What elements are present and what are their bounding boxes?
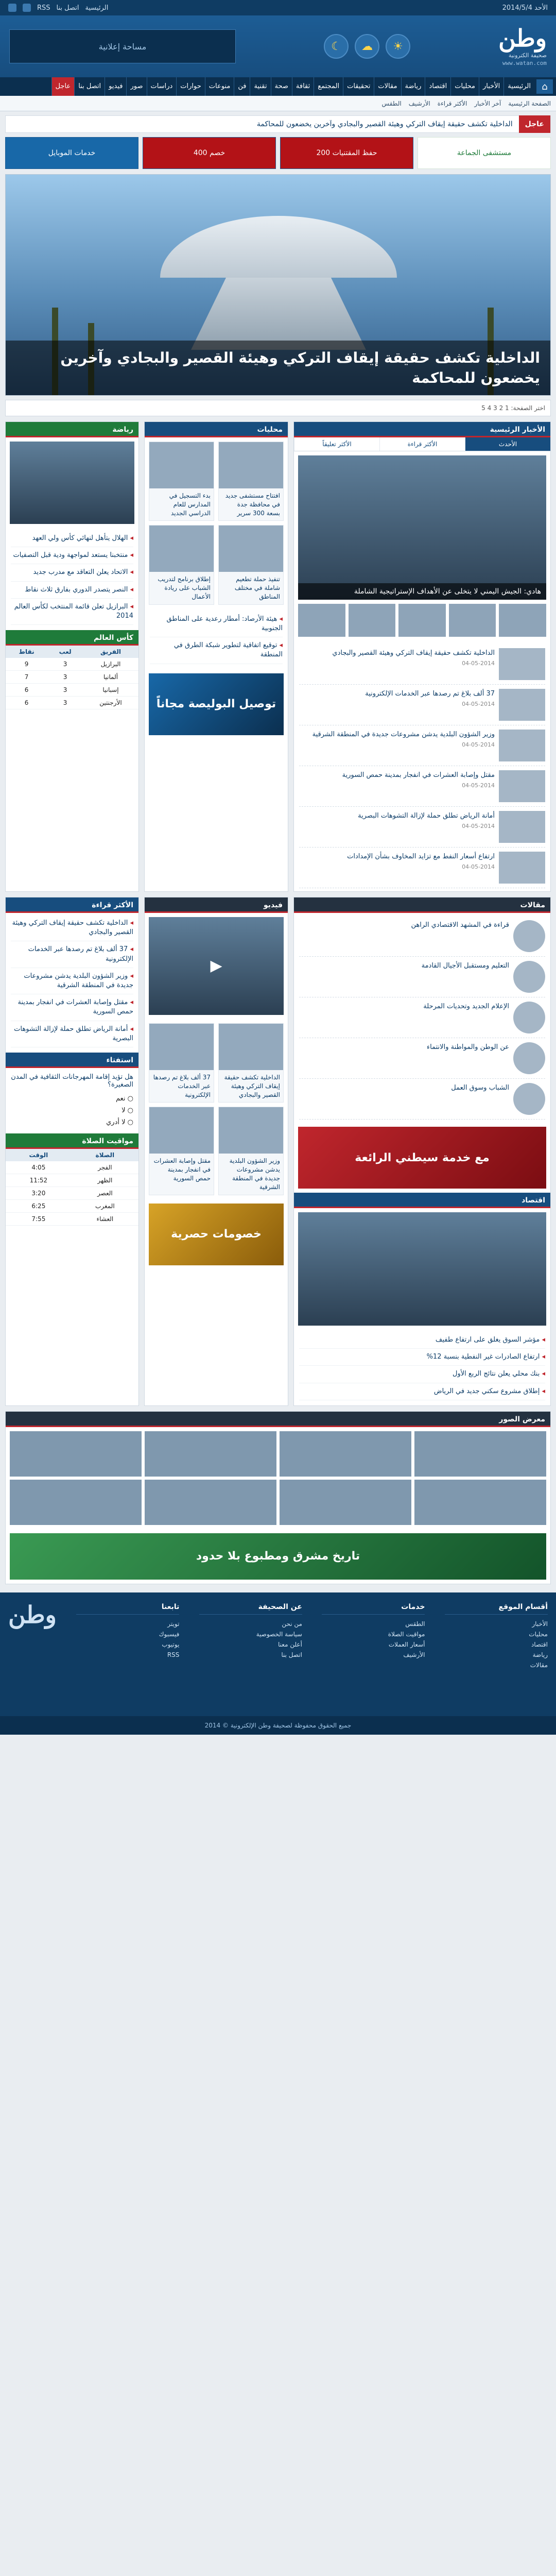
table-cell: 3 (47, 697, 83, 709)
logo-text: وطن (498, 24, 547, 52)
footer-link[interactable]: مواقيت الصلاة (388, 1630, 425, 1638)
promo-banner[interactable]: تاريخ مشرق ومطبوع بلا حدود (10, 1533, 546, 1580)
thumb-strip (294, 604, 550, 641)
weather-widget (324, 34, 410, 59)
list-item[interactable]: ◂ 37 ألف بلاغ تم رصدها عبر الخدمات الإلكترونية (11, 941, 133, 968)
grid-image (219, 526, 283, 572)
section-header: استفتاء (6, 1053, 138, 1068)
table-cell: 4:05 (6, 1161, 72, 1174)
top-link-rss[interactable]: RSS (37, 4, 50, 12)
twitter-icon[interactable] (23, 4, 31, 12)
sub-nav (0, 96, 556, 111)
news-date: 04-05-2014 (462, 863, 495, 870)
video-thumb (149, 1107, 214, 1154)
list-item[interactable] (299, 685, 545, 725)
list-item[interactable] (299, 957, 545, 997)
sport-image[interactable] (10, 442, 134, 524)
news-thumb (499, 852, 545, 884)
ticker-label: عاجل (519, 115, 550, 133)
section-header: اقتصاد (294, 1193, 550, 1208)
home-icon[interactable]: ⌂ (536, 79, 553, 94)
table-cell: 3 (47, 684, 83, 697)
grid-item[interactable] (149, 525, 214, 604)
featured-image[interactable] (298, 455, 546, 600)
grid-image (149, 526, 214, 572)
poll-option[interactable] (11, 1093, 133, 1105)
nav-item[interactable]: اتصل بنا (74, 77, 105, 96)
list-item[interactable]: ◂ إطلاق مشروع سكني جديد في الرياض (299, 1383, 545, 1400)
table-row (6, 1199, 138, 1212)
video-box (144, 897, 288, 1406)
photo-gallery (6, 1427, 550, 1529)
list-item[interactable]: ◂ منتخبنا يستعد لمواجهة ودية قبل التصفيات (11, 547, 133, 564)
table-header: لعب (47, 646, 83, 658)
nav-item[interactable]: رياضة (401, 77, 425, 96)
hero-photo-building (191, 278, 366, 350)
ad-banner[interactable]: مستشفى الجماعة (418, 137, 551, 169)
sidebar-box (5, 897, 139, 1406)
news-thumb (499, 770, 545, 802)
list-item[interactable] (299, 997, 545, 1038)
table-cell: 9 (6, 658, 47, 671)
hero-photo (160, 216, 397, 278)
section-header: فيديو (145, 897, 288, 913)
grid-item[interactable] (149, 1023, 214, 1103)
footer-link[interactable]: اقتصاد (531, 1640, 548, 1648)
footer-col (445, 1603, 548, 1706)
ticker-text[interactable]: الداخلية تكشف حقيقة إيقاف التركي وهيئة القصير والبجادي وآخرين يخضعون للمحاكمة (256, 120, 513, 128)
footer-col-title: تابعنا (76, 1603, 179, 1615)
ad-banner[interactable]: خدمات الموبايل (5, 137, 138, 169)
news-title: مقتل وإصابة العشرات في انفجار بمدينة حمص السورية (342, 771, 495, 779)
list-item[interactable]: ◂ الداخلية تكشف حقيقة إيقاف التركي وهيئة القصير والبجادي (11, 915, 133, 941)
news-thumb (499, 648, 545, 680)
content-block-1 (5, 421, 551, 892)
radio-icon[interactable]: ○ (125, 1094, 133, 1103)
logo-url: www.watan.com (502, 60, 547, 66)
section-header: كأس العالم (6, 630, 138, 646)
main-nav (0, 77, 556, 96)
section-header: مقالات (294, 897, 550, 913)
video-thumb (149, 1024, 214, 1070)
poll-option-label: لا (121, 1106, 126, 1114)
top-bar (0, 0, 556, 15)
promo-banner[interactable]: توصيل البوليصة مجاناً (149, 673, 284, 735)
footer-col-title: أقسام الموقع (445, 1603, 548, 1615)
logo-text: وطن (8, 1600, 57, 1629)
list-item[interactable]: ◂ أمانة الرياض تطلق حملة لإزالة التشوهات البصرية (11, 1021, 133, 1047)
play-icon[interactable]: ▶ (210, 957, 222, 975)
table-header: الفريق (83, 646, 138, 658)
moon-icon: ☾ (324, 34, 349, 59)
thumb-image[interactable] (398, 604, 446, 637)
footer-col (199, 1603, 302, 1706)
news-title: وزير الشؤون البلدية يدشن مشروعات جديدة في المنطقة الشرقية (312, 731, 495, 738)
thumb-image[interactable] (298, 604, 345, 637)
grid-title: افتتاح مستشفى جديد في محافظة جدة بسعة 300 سرير (225, 492, 280, 517)
table-cell: 6:25 (6, 1199, 72, 1212)
video-player[interactable] (149, 917, 284, 1015)
grid-image (149, 442, 214, 488)
site-logo[interactable] (498, 26, 547, 66)
list-item[interactable]: ◂ الاتحاد يعلن التعاقد مع مدرب جديد (11, 564, 133, 581)
section-header: مواقيت الصلاة (6, 1133, 138, 1149)
masthead (0, 15, 556, 77)
footer-link[interactable]: أسعار العملات (388, 1640, 425, 1648)
gallery-image[interactable] (145, 1431, 276, 1477)
list-item[interactable] (299, 1079, 545, 1120)
subnav-item[interactable]: الطقس (381, 99, 402, 107)
content-block-2 (5, 897, 551, 1406)
avatar (513, 961, 545, 993)
poll-question: هل تؤيد إقامة المهرجانات الثقافية في المدن الصغيرة؟ (11, 1073, 133, 1089)
local-grid (145, 437, 288, 609)
sport-box (5, 421, 139, 892)
nav-item[interactable]: صحة (271, 77, 292, 96)
top-link-contact[interactable]: اتصل بنا (56, 4, 79, 12)
footer-link[interactable]: RSS (167, 1651, 180, 1658)
table-cell: العصر (72, 1187, 138, 1199)
main-news-box (293, 421, 551, 892)
cloud-icon: ☁ (355, 34, 379, 59)
nav-item[interactable]: تحقيقات (343, 77, 374, 96)
subnav-item[interactable]: الأرشيف (408, 99, 430, 107)
promo-banner[interactable]: خصومات حصرية (149, 1204, 284, 1265)
avatar (513, 1042, 545, 1074)
gallery-image[interactable] (10, 1431, 142, 1477)
table-cell: 7:55 (6, 1212, 72, 1225)
footer (0, 1592, 556, 1716)
date-text: الأحد 2014/5/4 (502, 4, 548, 12)
copyright: جميع الحقوق محفوظة لصحيفة وطن الإلكترونية © 2014 (0, 1716, 556, 1735)
news-thumb (499, 689, 545, 721)
footer-link[interactable]: الأخبار (532, 1620, 548, 1628)
sport-list (6, 528, 138, 630)
grid-title: تنفيذ حملة تطعيم شاملة في مختلف المناطق (234, 575, 280, 600)
pagination-strip[interactable]: اختر الصفحة: 1 2 3 4 5 (5, 400, 551, 416)
nav-item[interactable]: المجتمع (314, 77, 343, 96)
ad-banner[interactable]: حفظ المقتنيات 200 (280, 137, 413, 169)
footer-link[interactable]: تويتر (167, 1620, 180, 1628)
table-cell: الظهر (72, 1174, 138, 1187)
most-read-list (6, 913, 138, 1053)
subnav-item[interactable]: الأكثر قراءة (437, 99, 467, 107)
section-header: الأخبار الرئيسية (294, 422, 550, 437)
promo-banner[interactable]: مع خدمة سيطني الرائعة (298, 1127, 546, 1189)
featured-caption: هادي: الجيش اليمني لا يتخلى عن الأهداف الإستراتيجية الشاملة (298, 583, 546, 600)
poll-option-label: نعم (115, 1094, 126, 1103)
footer-link[interactable]: الأرشيف (403, 1651, 425, 1658)
news-date: 04-05-2014 (462, 700, 495, 707)
list-item[interactable]: ◂ ارتفاع الصادرات غير النفطية بنسبة 12% (299, 1349, 545, 1366)
top-ads (5, 137, 551, 169)
content-block-3 (5, 1411, 551, 1584)
gallery-image[interactable] (280, 1480, 411, 1525)
news-title: 37 ألف بلاغ تم رصدها عبر الخدمات الإلكترونية (365, 690, 495, 698)
list-item[interactable] (299, 766, 545, 807)
article-title: الشباب وسوق العمل (451, 1084, 509, 1092)
table-cell: 3 (47, 658, 83, 671)
radio-icon[interactable]: ○ (125, 1106, 133, 1114)
nav-item[interactable]: ثقافة (292, 77, 314, 96)
nav-item[interactable]: دراسات (147, 77, 177, 96)
list-item[interactable] (299, 916, 545, 957)
table-row (6, 658, 138, 671)
news-thumb (499, 730, 545, 761)
video-thumb (219, 1107, 283, 1154)
list-item[interactable]: ◂ الهلال يتأهل لنهائي كأس ولي العهد (11, 530, 133, 547)
nav-item[interactable]: تقنية (250, 77, 270, 96)
avatar (513, 920, 545, 952)
hero-caption[interactable]: الداخلية تكشف حقيقة إيقاف التركي وهيئة القصير والبجادي وآخرين يخضعون للمحاكمة (6, 341, 550, 395)
table-cell: 3:20 (6, 1187, 72, 1199)
footer-link[interactable]: محليات (529, 1630, 548, 1638)
economy-list (294, 1330, 550, 1405)
grid-item[interactable] (218, 1023, 284, 1103)
subnav-item[interactable]: آخر الأخبار (474, 99, 501, 107)
nav-item[interactable]: فيديو (105, 77, 126, 96)
section-header: الأكثر قراءة (6, 897, 138, 913)
list-item[interactable] (299, 848, 545, 888)
table-cell: العشاء (72, 1212, 138, 1225)
gallery-image[interactable] (280, 1431, 411, 1477)
gallery-image[interactable] (414, 1431, 546, 1477)
video-grid (145, 1019, 288, 1199)
footer-link[interactable]: أعلن معنا (278, 1640, 302, 1648)
nav-item[interactable]: الأخبار (479, 77, 503, 96)
grid-item[interactable] (149, 442, 214, 521)
grid-title: إطلاق برنامج لتدريب الشباب على ريادة الأعمال (158, 575, 211, 600)
table-row (6, 671, 138, 684)
list-item[interactable]: ◂ مؤشر السوق يغلق على ارتفاع طفيف (299, 1332, 545, 1349)
gallery-image[interactable] (145, 1480, 276, 1525)
news-date: 04-05-2014 (462, 741, 495, 748)
footer-link[interactable]: يوتيوب (162, 1640, 180, 1648)
list-item[interactable]: ◂ بنك محلي يعلن نتائج الربع الأول (299, 1366, 545, 1383)
grid-item[interactable] (218, 525, 284, 604)
list-item[interactable]: ◂ توقيع اتفاقية لتطوير شبكة الطرق في المنطقة (150, 637, 283, 664)
facebook-icon[interactable] (8, 4, 16, 12)
table-row (6, 1174, 138, 1187)
opinion-box (293, 897, 551, 1406)
thumb-image[interactable] (449, 604, 496, 637)
list-item[interactable]: ◂ البرازيل تعلن قائمة المنتخب لكأس العالم 2014 (11, 599, 133, 625)
footer-col-title: عن الصحيفة (199, 1603, 302, 1615)
table-header: الوقت (6, 1149, 72, 1161)
table-cell: 6 (6, 697, 47, 709)
news-list (294, 641, 550, 891)
breaking-ticker (5, 115, 551, 133)
footer-col (322, 1603, 425, 1706)
article-title: عن الوطن والمواطنة والانتماء (427, 1043, 509, 1051)
nav-item[interactable]: صور (126, 77, 146, 96)
table-row (6, 1212, 138, 1225)
opinion-list (294, 913, 550, 1123)
list-item[interactable] (299, 644, 545, 685)
tab-most-commented[interactable]: الأكثر تعليقاً (294, 437, 379, 451)
table-cell: ألمانيا (83, 671, 138, 684)
footer-link[interactable]: فيسبوك (159, 1630, 180, 1638)
grid-title: وزير الشؤون البلدية يدشن مشروعات جديدة في المنطقة الشرقية (229, 1157, 280, 1191)
video-thumb (219, 1024, 283, 1070)
nav-item[interactable]: فن (234, 77, 250, 96)
thumb-image[interactable] (499, 604, 546, 637)
table-header: نقاط (6, 646, 47, 658)
table-cell: الأرجنتين (83, 697, 138, 709)
footer-col (76, 1603, 179, 1706)
article-title: الإعلام الجديد وتحديات المرحلة (423, 1003, 509, 1010)
top-link-home[interactable]: الرئيسية (85, 4, 109, 12)
tab-most-read[interactable]: الأكثر قراءة (379, 437, 465, 451)
article-title: التعليم ومستقبل الأجيال القادمة (421, 962, 509, 970)
news-date: 04-05-2014 (462, 822, 495, 829)
nav-item[interactable]: مقالات (374, 77, 401, 96)
nav-item[interactable]: حوارات (176, 77, 205, 96)
table-row (6, 1161, 138, 1174)
news-title: ارتفاع أسعار النفط مع تزايد المخاوف بشأن الإمدادات (347, 853, 495, 860)
list-item[interactable]: ◂ وزير الشؤون البلدية يدشن مشروعات جديدة في المنطقة الشرقية (11, 968, 133, 994)
footer-link[interactable]: من نحن (282, 1620, 302, 1628)
table-cell: المغرب (72, 1199, 138, 1212)
list-item[interactable]: ◂ النصر يتصدر الدوري بفارق ثلاث نقاط (11, 582, 133, 599)
table-cell: الفجر (72, 1161, 138, 1174)
table-cell: 11:52 (6, 1174, 72, 1187)
table-row (6, 697, 138, 709)
table-cell: البرازيل (83, 658, 138, 671)
local-list (145, 609, 288, 669)
nav-item-breaking[interactable]: عاجل (51, 77, 75, 96)
gallery-image[interactable] (414, 1480, 546, 1525)
prayer-times-table (6, 1149, 138, 1226)
world-cup-table (6, 646, 138, 709)
table-cell: 7 (6, 671, 47, 684)
news-thumb (499, 811, 545, 843)
nav-item[interactable]: محليات (450, 77, 479, 96)
avatar (513, 1002, 545, 1033)
poll-option[interactable] (11, 1105, 133, 1116)
grid-title: بدء التسجيل في المدارس للعام الدراسي الجديد (169, 492, 211, 517)
thumb-image[interactable] (349, 604, 396, 637)
footer-logo[interactable] (8, 1600, 57, 1706)
logo-tagline: صحيفة الكترونية (508, 52, 547, 59)
table-cell: 3 (47, 671, 83, 684)
section-header: معرض الصور (6, 1412, 550, 1427)
news-title: الداخلية تكشف حقيقة إيقاف التركي وهيئة القصير والبجادي (332, 649, 495, 657)
section-header: محليات (145, 422, 288, 437)
list-item[interactable] (299, 807, 545, 848)
table-row (6, 684, 138, 697)
poll-option-label: لا أدري (106, 1118, 126, 1126)
grid-title: مقتل وإصابة العشرات في انفجار بمدينة حمص السورية (153, 1157, 211, 1182)
grid-item[interactable] (218, 442, 284, 521)
article-title: قراءة في المشهد الاقتصادي الراهن (411, 921, 509, 929)
grid-item[interactable] (149, 1107, 214, 1195)
list-item[interactable] (299, 1038, 545, 1079)
table-header: الصلاة (72, 1149, 138, 1161)
section-header: رياضة (6, 422, 138, 437)
grid-item[interactable] (218, 1107, 284, 1195)
news-date: 04-05-2014 (462, 782, 495, 789)
nav-item[interactable]: منوعات (205, 77, 234, 96)
gallery-box (5, 1411, 551, 1584)
footer-link[interactable]: مقالات (530, 1661, 548, 1669)
poll-widget (6, 1068, 138, 1133)
avatar (513, 1083, 545, 1115)
poll-option[interactable] (11, 1116, 133, 1128)
table-cell: إسبانيا (83, 684, 138, 697)
footer-link[interactable]: رياضة (532, 1651, 548, 1658)
footer-link[interactable]: اتصل بنا (281, 1651, 302, 1658)
nav-item[interactable]: الرئيسية (503, 77, 534, 96)
news-date: 04-05-2014 (462, 659, 495, 667)
economy-image[interactable] (298, 1212, 546, 1326)
nav-item[interactable]: اقتصاد (425, 77, 450, 96)
local-box (144, 421, 288, 892)
gallery-image[interactable] (10, 1480, 142, 1525)
grid-title: 37 ألف بلاغ تم رصدها عبر الخدمات الإلكترونية (153, 1074, 211, 1098)
news-title: أمانة الرياض تطلق حملة لإزالة التشوهات البصرية (358, 812, 495, 820)
grid-title: الداخلية تكشف حقيقة إيقاف التركي وهيئة القصير والبجادي (224, 1074, 280, 1098)
subnav-item[interactable]: الصفحة الرئيسية (508, 99, 551, 107)
footer-link[interactable]: الطقس (405, 1620, 425, 1628)
footer-col-title: خدمات (322, 1603, 425, 1615)
table-cell: 6 (6, 684, 47, 697)
tab-latest[interactable]: الأحدث (465, 437, 550, 451)
list-item[interactable]: ◂ مقتل وإصابة العشرات في انفجار بمدينة حمص السورية (11, 994, 133, 1021)
sun-icon: ☀ (386, 34, 410, 59)
radio-icon[interactable]: ○ (125, 1118, 133, 1126)
footer-link[interactable]: سياسة الخصوصية (256, 1630, 302, 1638)
table-row (6, 1187, 138, 1199)
header-ad-banner[interactable]: مساحة إعلانية (9, 29, 236, 63)
list-item[interactable] (299, 725, 545, 766)
grid-image (219, 442, 283, 488)
list-item[interactable]: ◂ هيئة الأرصاد: أمطار رعدية على المناطق الجنوبية (150, 611, 283, 637)
hero-slider[interactable] (5, 174, 551, 396)
ad-banner[interactable]: خصم 400 (143, 137, 276, 169)
top-links (8, 4, 108, 12)
news-tabs (294, 437, 550, 451)
